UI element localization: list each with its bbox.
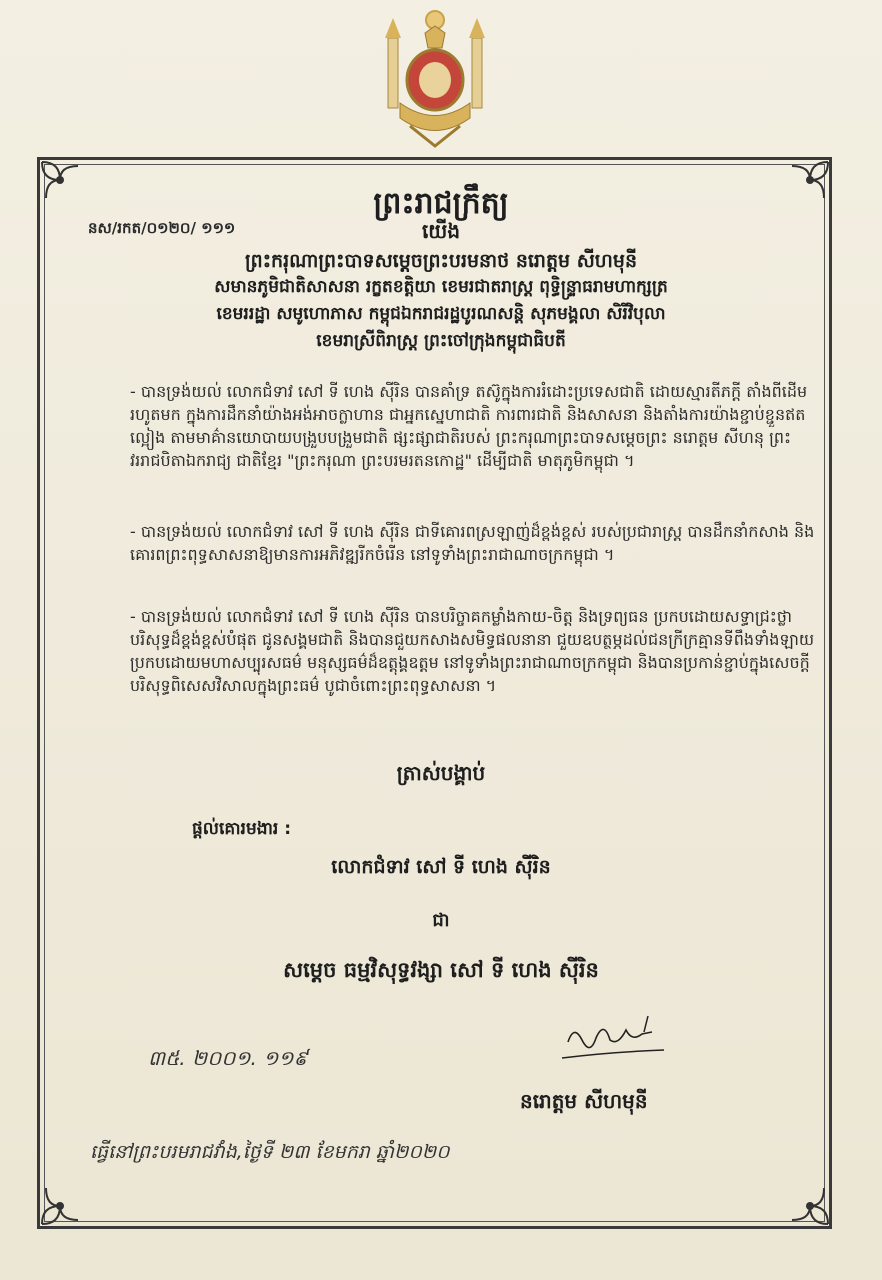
considerations-paragraph-1: - បានទ្រង់យល់ លោកជំទាវ សៅ ទី ហេង ស៊ីរិន បានគាំទ្រ តស៊ូក្នុងការរំដោះប្រទេសជាតិ ដោយស្មារតីភក្តី តាំងពីដើមរហូតមក ក្នុងការដឹកនាំយ៉ាងអង់អាចក្លាហាន ជាអ្នកស្នេហាជាតិ ការពារជាតិ និងសាសនា និងតាំងការយ៉ាងខ្ជាប់ខ្ជួនឥតល្អៀង តាមមាគ៌ានយោបាយបង្រួបបង្រួមជាតិ ផ្សះផ្សាជាតិរបស់ ព្រះករុណាព្រះបាទសម្តេចព្រះ នរោត្តម សីហនុ ព្រះវររាជបិតាឯករាជ្យ ជាតិខ្មែរ "ព្រះករុណា ព្រះបរមរតនកោដ្ឋ" ដើម្បីជាតិ មាតុភូមិកម្ពុជា ។ <box>130 382 808 470</box>
floral-corner-ornament-icon <box>38 1182 84 1228</box>
decree-title: ព្រះរាជក្រឹត្យ <box>373 186 509 221</box>
award-label: ផ្តល់គោរមងារ : <box>192 819 292 839</box>
recipient-name: លោកជំទាវ សៅ ទី ហេង ស៊ីរិន <box>331 856 551 878</box>
considerations-paragraph-3: - បានទ្រង់យល់ លោកជំទាវ សៅ ទី ហេង ស៊ីរិន បានបរិច្ចាគកម្លាំងកាយ-ចិត្ត និងទ្រព្យធន ប្រកបដោយសទ្ធាជ្រះថ្លាបរិសុទ្ធដ៏ខ្ពង់ខ្ពស់បំផុត ជូនសង្គមជាតិ និងបានជួយកសាងសមិទ្ធផលនានា ជួយឧបត្ថម្ភដល់ជនក្រីក្រគ្មានទីពឹងទាំងឡាយ ប្រកបដោយមហាសប្បុរសធម៌ មនុស្សធម៌ដ៏ឧត្តុង្គឧត្តម នៅទូទាំងព្រះរាជាណាចក្រកម្ពុជា និងបានប្រកាន់ខ្ជាប់ក្នុងសេចក្តីបរិសុទ្ធពិសេសវិសាលក្នុងព្រះធម៌ បូជាចំពោះព្រះពុទ្ធសាសនា ។ <box>130 607 815 695</box>
as-connector: ជា <box>432 910 450 931</box>
handwritten-signature <box>560 1012 670 1062</box>
royal-titles-line-3: ខេមរាស្រីពិរាស្ត្រ ព្រះចៅក្រុងកម្ពុជាធិបតី <box>316 331 566 351</box>
royal-titles-line-1: សមានភូមិជាតិសាសនា រក្ខតខត្តិយា ខេមរជាតរាស្ត្រ ពុទ្ធិន្ទ្រាធរាមហាក្សត្រ <box>214 277 668 297</box>
signer-name: នរោត្តម សីហមុនី <box>520 1089 648 1113</box>
floral-corner-ornament-icon <box>786 1182 832 1228</box>
considerations-paragraph-2: - បានទ្រង់យល់ លោកជំទាវ សៅ ទី ហេង ស៊ីរិន ជាទីគោរពស្រឡាញ់ដ៏ខ្ពង់ខ្ពស់ របស់ប្រជារាស្ត្រ បានដឹកនាំកសាង និងគោរពព្រះពុទ្ធសាសនាឱ្យមានការអភិវឌ្ឍរីកចំរើន នៅទូទាំងព្រះរាជាណាចក្រកម្ពុជា ។ <box>130 522 815 564</box>
conferred-title: សម្តេច ធម្មវិសុទ្ធវង្សា សៅ ទី ហេង ស៊ីរិន <box>283 958 599 982</box>
reference-number: នស/រកត/០១២០/ ១១១ <box>88 219 236 237</box>
royal-arms-emblem <box>370 8 500 148</box>
king-name-line: ព្រះករុណាព្រះបាទសម្តេចព្រះបរមនាថ នរោត្តម សីហមុនី <box>244 250 638 272</box>
we-heading: យើង <box>421 219 461 243</box>
handwritten-date-code: ៣៥. ២០០១. ១១៩ <box>148 1046 308 1070</box>
royal-titles-line-2: ខេមររដ្ឋា សមូហោភាស កម្ពុជឯករាជរដ្ឋបូរណសន្តិ សុភមង្គលា សិរីវិបុលា <box>216 304 666 324</box>
decree-order-heading: ត្រាស់បង្គាប់ <box>396 761 486 785</box>
place-and-date: ធ្វើនៅព្រះបរមរាជវាំង,ថ្ងៃទី ២៣ ខែមករា ឆ្នាំ២០២០ <box>90 1141 450 1163</box>
